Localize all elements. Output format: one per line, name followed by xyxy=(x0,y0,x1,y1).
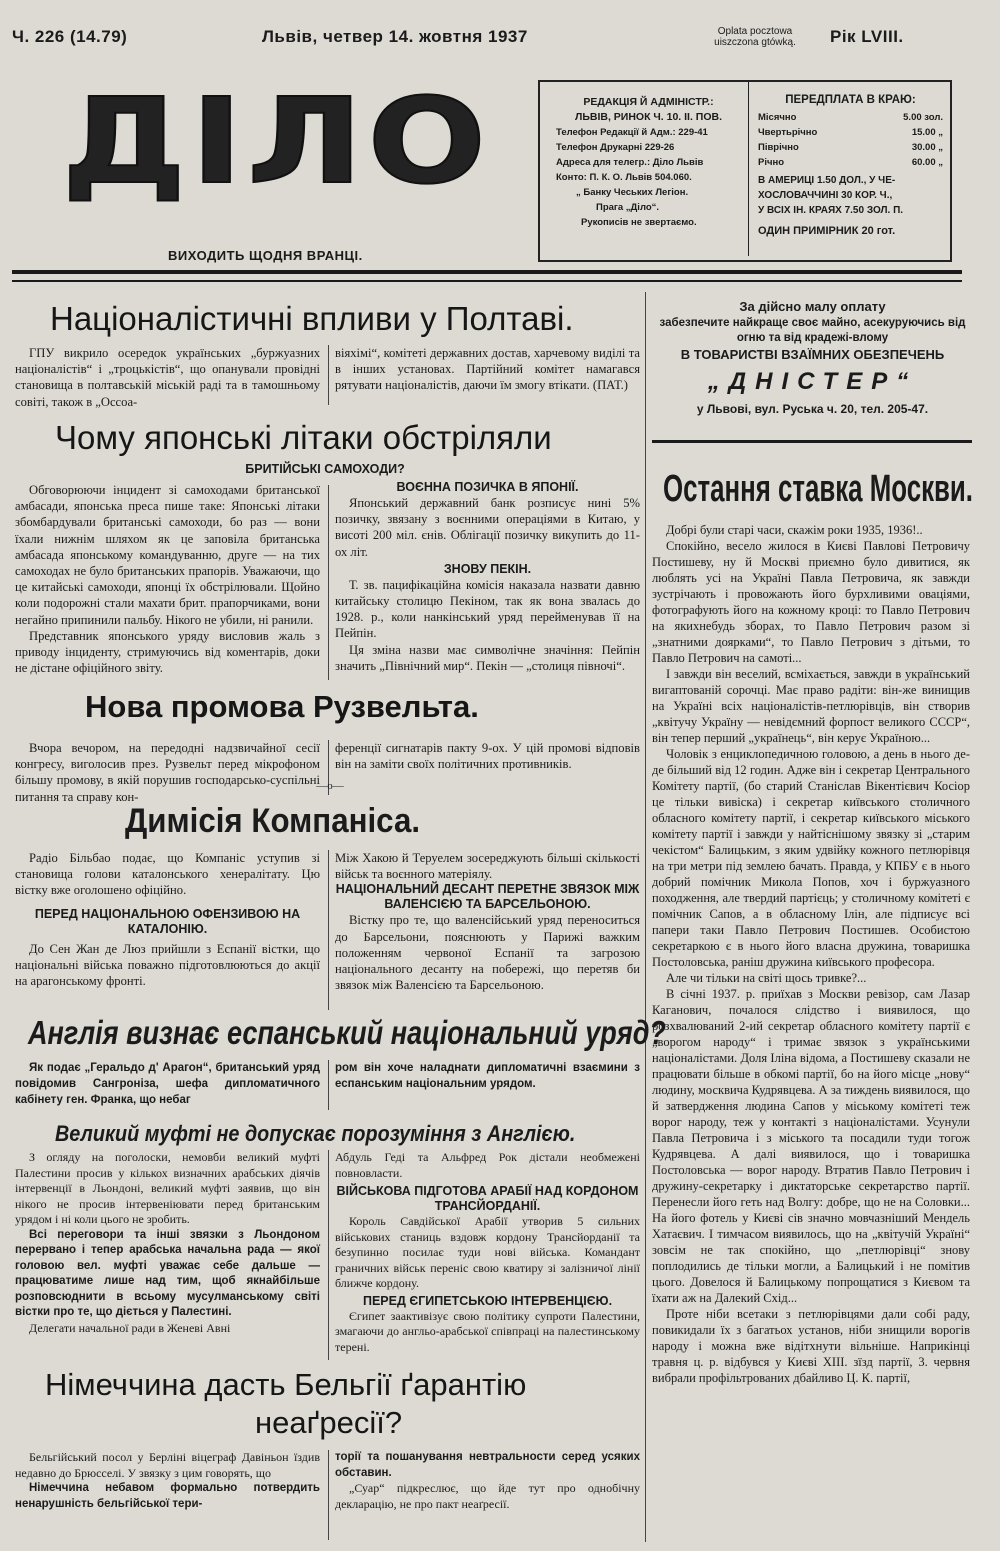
editorial-address: РЕДАКЦІЯ Й АДМІНІСТР.: ЛЬВІВ, РИНОК Ч. 10. II. ПОВ. Телефон Редакції й Адм.: 229-41 Телефон Друкарні 229-26 Адреса для телегр.: Діло Львів Конто: П. К. О. Львів 504.060. „ Банку Чеських Легіон. Прага „Діло“. Рукописів не звертаємо. xyxy=(556,96,723,228)
poltava-col1: ГПУ викрило осередок українських „буржуазних націоналістів“ і „троцькістів“, що опанували провідні становища в полтавській міській раді та в тамошньому совіті, також в „Оссоа- xyxy=(15,346,320,409)
japan-col1: Обговорюючи інцидент зі самоходами британської амбасади, японська преса пише таке: Японські літаки збомбардували британські самоходи, бо раз — вони їхали нижнім шляхом як це заповіла британська амбасада японському командуванню, друге — на тих самоходах не було британських прапорів. Уважаючи, що це китайські самоходи, японці їх обстрілювали. Щойно коли подорожні стали махати брит. прапорчиками, вони негайно припинили пальбу. Нікого не убили, ні ранили. Представник японського уряду висловив жаль з приводу інциденту, стримуючись від коментарів, доки не дістане офіційного звіту. xyxy=(15,483,320,676)
companys-col1: Радіо Більбао подає, що Компаніс уступив зі становища голови каталонського хенералітату. Цю вістку вже оголошено офіційно. ПЕРЕД НАЦІОНАЛЬНОЮ ОФЕНЗИВОЮ НА КАТАЛОНІЮ. До Сен Жан де Люз прийшли з Еспанії вістки, що національні війська поважно підготовлюються до акції на арагонському фронті. xyxy=(15,851,320,989)
masthead-subtitle: ВИХОДИТЬ ЩОДНЯ ВРАНЦІ. xyxy=(168,248,363,263)
postage-note: Oplata pocztowa uiszczona gtówką. xyxy=(714,26,796,48)
headline-moscow: Остання ставка Москви. xyxy=(663,468,973,510)
masthead-title: ДІЛО xyxy=(62,72,491,210)
headline-roosevelt: Нова промова Рузвельта. xyxy=(85,689,479,724)
newspaper-page: Ч. 226 (14.79) Львів, четвер 14. жовтня 1937 Oplata pocztowa uiszczona gtówką. Рік LVIII. ДІЛО ВИХОДИТЬ ЩОДНЯ ВРАНЦІ. РЕДАКЦІЯ Й АДМІНІСТР.: ЛЬВІВ, РИНОК Ч. 10. II. ПОВ. Телефон Редакції й Адм.: 229-41 Телефон Друкарні 229-26 Адреса для телегр.: Діло Львів Конто: П. К. О. Львів 504.060. „ Банку Чеських Легіон. Прага „Діло“. Рукописів не звертаємо. ПЕРЕДПЛАТА В КРАЮ: Місячно 5.00 зол. Чвертьрічно 15.00 „ Піврічно 30.00 „ Річно 60.00 „ В АМЕРИЦІ 1.50 ДОЛ., У ЧЕ- ХОСЛОВАЧЧИНІ 30 КОР. Ч., У ВСІХ ІН. КРАЯХ 7.50 ЗОЛ. П. ОДИН ПРИМІРНИК 20 гот. Націоналістичні впливи у Полтаві. ГПУ викрило осередок українських „буржуазних націоналістів“ і „троцькістів“, що опанували провідні становища в полтавській міській раді та в тамошньому совіті, також в „Оссоа- віяхімі“, комітеті державних достав, харчевому виділі та в інших установах. Партійний комітет намагався рятувати націоналістів, даючи їм змогу втікати. (ПАТ.) Чому японські літаки обстріляли БРИТІЙСЬКІ САМОХОДИ? Обговорюючи інцидент зі самоходами британської амбасади, японська преса пише таке: Японські літаки збомбардували британські самоходи, бо раз — вони їхали нижнім шляхом як це заповіла британська амбасада японському командуванню, друге — на тих самоходах не було британських прапорів. Уважаючи, що це китайські самоходи, японці їх обстрілювали. Щойно коли подорожні стали махати брит. прапорчиками, вони негайно припинили пальбу. Нікого не убили, ні ранили. Представник японського уряду висловив жаль з приводу інциденту, стримуючись від коментарів, доки не дістане офіційного звіту. ВОЄННА ПОЗИЧКА В ЯПОНІЇ. Японський державний банк розписує нині 5% позичку, звязану з воєнними операціями в Китаю, у висоті 200 міл. єнів. Облігації позичку викупить до 11-ох літ. ЗНОВУ ПЕКІН. Т. зв. пацифікаційна комісія наказала назвати давню китайську столицю Пекіном, так як вона звалась до 1928. р., коли нанкінський уряд перейменував її на Пейпін. Ця зміна назви має символічне значіння: Пейпін значить „Північний мир“. Пекін — „столиця півночі“. Нова промова Рузвельта. Вчора вечором, на передодні надзвичайної сесії конгресу, виголосив през. Рузвельт перед мікрофоном більшу промову, в якій порушив господарсько-суспільні питання та справу кон- ференції сигнатарів пакту 9-ох. У цій промові відповів він на заміти своїх політичних противників. —o— Димісія Компаніса. Радіо Більбао подає, що Компаніс уступив зі становища голови каталонського хенералітату. Цю вістку вже оголошено офіційно. ПЕРЕД НАЦІОНАЛЬНОЮ ОФЕНЗИВОЮ НА КАТАЛОНІЮ. До Сен Жан де Люз прийшли з Еспанії вістки, що національні війська поважно підготовлюються до акції на арагонському фронті. Між Хакою й Теруелем зосереджують більші скількості військ та воєнного матеріялу. НАЦІОНАЛЬНИЙ ДЕСАНТ ПЕРЕТНЕ ЗВЯЗОК МІЖ ВАЛЕНСІЄЮ ТА БАРСЕЛЬОНОЮ. Вістку про те, що валенсійський уряд переноситься до Барсельони, пояснюють у Парижі важким положенням червоної Еспанії та загрозою національного десанту на побережі, що перетяв би звязок між Валенсією та Барсельоною. Англія визнає еспанський національний уряд? Як подає „Геральдо д' Арагон“, британський уряд повідомив Сангроніза, шефа дипломатичного кабінету ген. Франка, що небаг ром він хоче наладнати дипломатичні взаємини з еспанським національним урядом. Великий муфті не допускає порозуміння з Англією. З огляду на поголоски, немовби великий муфті Палестини просив у кількох визначних арабських діячів інтервенції в Льондоні, великий муфті заявив, що він нікого не просив інтервеніювати перед британським урядом і ні коли цього не зробить. Всі переговори та інші звязки з Льондоном перервано і тепер арабська начальна рада — якої головою вел. муфті уважає себе дальше — працюватиме лише над тим, щоб якнайбільше розповсюднити в всьому мусулманському світі вістки про те, що діється у Палестині. Делегати начальної ради в Женеві Авні Абдуль Геді та Альфред Рок дістали необмежені повновласти. ВІЙСЬКОВА ПІДГОТОВА АРАБІЇ НАД КОРДОНОМ ТРАНСЙОРДАНІЇ. Король Савдійської Арабії утворив 5 сильних військових станиць вздовж кордону Трансйорданії та безупинно посилає туди нові війська. Командант граничних військ переніс свою кватиру зі залізничої лінії ближче кордону. ПЕРЕД ЄГИПЕТСЬКОЮ ІНТЕРВЕНЦІЄЮ. Єгипет заактивізує свою політику супроти Палестини, змагаючи до англьо-арабської співпраці на палестинському терені. Німеччина дасть Бельгії ґарантію неаґресії? Бельгійський посол у Берліні віцеграф Давіньон їздив недавно до Брюсселі. У звязку з цим говорять, що Німеччина небавом формально потвердить ненарушність бельгійської тери- торії та пошанування невтральности серед усяких обставин. „Суар“ підкреслює, що йде тут про однобічну декларацію, не про пакт неаґресії. За дійсно малу оплату забезпечите найкраще своє майно, асекуруючись від огню та від крадежі-влому В ТОВАРИСТВІ ВЗАЇМНИХ ОБЕЗПЕЧЕНЬ „ДНІСТЕР“ у Львові, вул. Руська ч. 20, тел. 205-47. Остання ставка Москви. Добрі були старі часи, скажім роки 1935, 1936!.. Спокійно, весело жилося в Києві Павлові Петровичу Постишеву, ну й Москві приємно було дивитися, як люблять усі на Україні Павла Петровича, як завжди зустрічають і провожають його бурхливими оваціями, фотографують його на кожному кроці: то Павло Петрович на якихнебудь зборах, то Павло Петрович разом зі „знатними доярками“, то Павло Петрович з дітьми, то Павло Петрович на самоті... І завжди він веселий, всміхається, завжди в український вигаптованій сорочці. Має право радіти: він-же винищив на Україні всіх націоналістів-петлюрівців, він створив „квітучу Україну — невідємний форпост великого СССР“, він тепер перший „українець“, він керує Україною... Чоловік з енциклопедичною головою, а день в нього де-де більший від 12 годин. Адже він і секретар Центрального Комітету партії, (бо старий Станіслав Вікентієвич Косіор це тільки вивіска) і секретар київського столичного обласного комітету партії, і секретар київського міського комітету партії і завжди у найтіснішому звязку зі „старим чекістом“ Балицьким, з яким удвійку кожного петлюрівця на три метри під землею бачать. Правда, у КПБУ є в нього добрий помічник Микола Попов, хоч і буржуазного походження, але твердий партієць; у столичному комітеті є помічник Сапов, а в обласному Ілін, але підписує всі папери таки Павло Петрович Постишев. Особистою секретаркою є в нього його власна дружина, товаришка Постоловська, раніш дружина київського професора. Але чи тільки на світі щось тривке?... В січні 1937. р. приїхав з Москви ревізор, сам Лазар Каганович, почалося слідство і виявилося, що розхвалюваний 2-ий секретар обласного комітету партії є „ворогом народу“ і тримає звязок з українськими націоналістами. Доля Іліна відома, а Постишеву сказали не працювати більше в обкомі партії, бо на його місце „нову“ людину, москвича Кудрявцева. А за тиждень виявилося, що й затвердження людина Сапов у міському комітеті теж ворог народу, теж у контакті з націоналістами. Усунули Павла Петровича і з міського та посадили туди тогож Кудрявцева. А далі виявилося, що і товаришка Постоловська — ворог народу. Втратив Павло Петрович і дружину-секретарку і диктаторське секретарство партії. Перенесли його геть над Волгу: добре, що не на Соловки... На його фотель у Києві сів значно мовчазніший Мендель Хатаєвич. І тимчасом виявилось, що на „квітучій Україні“ зовсім не так спокійно, що „петлюрівці“ знову поплодились де тільки могли, а Балицький і не помітив цього. Довелося й Балицькому попрощатися з Києвом та їхати аж на Далекий Схід... Проте ніби всетаки з петлюрівцями дали собі раду, повикидали їх з багатьох установ, ніби знищили ворогів народу і можна вже відітхнути вільніше. Наприкінці травня ц. р. відбувся у Києві XIII. зїзд партії, 3. червня вибрали профільтрованих дбайливо Ц. К. партії, xyxy=(0,0,1000,1551)
roosevelt-col1: Вчора вечором, на передодні надзвичайної сесії конгресу, виголосив през. Рузвельт перед мікрофоном більшу промову, в якій порушив господарсько-суспільні питання та справу кон- xyxy=(15,741,320,804)
mufti-col2: Абдуль Геді та Альфред Рок дістали необмежені повновласти. ВІЙСЬКОВА ПІДГОТОВА АРАБІЇ НАД КОРДОНОМ ТРАНСЙОРДАНІЇ. Король Савдійської Арабії утворив 5 сильних військових станиць вздовж кордону Трансйорданії та безупинно посилає туди нові війська. Командант граничних військ переніс свою кватиру зі залізничої лінії ближче кордону. ПЕРЕД ЄГИПЕТСЬКОЮ ІНТЕРВЕНЦІЄЮ. Єгипет заактивізує свою політику супроти Палестини, змагаючи до англьо-арабської співпраці на палестинському терені. xyxy=(335,1150,640,1354)
mufti-col1: З огляду на поголоски, немовби великий муфті Палестини просив у кількох визначних арабських діячів інтервенції в Льондоні, великий муфті заявив, що він нікого не просив інтервеніювати перед британським урядом і ні коли цього не зробить. Всі переговори та інші звязки з Льондоном перервано і тепер арабська начальна рада — якої головою вел. муфті уважає себе дальше — працюватиме лише над тим, щоб якнайбільше розповсюднити в всьому мусулманському світі вістки про те, що діється у Палестині. Делегати начальної ради в Женеві Авні xyxy=(15,1150,320,1335)
headline-companys: Димісія Компаніса. xyxy=(125,802,421,840)
headline-mufti: Великий муфті не допускає порозуміння з Англією. xyxy=(55,1121,576,1146)
headline-germany: Німеччина дасть Бельгії ґарантію xyxy=(45,1367,527,1402)
roosevelt-col2: ференції сигнатарів пакту 9-ох. У цій промові відповів він на заміти своїх політичних противників. xyxy=(335,741,640,772)
moscow-article: Добрі були старі часи, скажім роки 1935, 1936!.. Спокійно, весело жилося в Києві Павлові Петровичу Постишеву, ну й Москві приємно було дивитися, як люблять усі на Україні Павла Петровича, як завжди зустрічають і провожають його бурхливими оваціями, фотографують його на кожному кроці: то Павло Петрович на якихнебудь зборах, то Павло Петрович разом зі „знатними доярками“, то Павло Петрович з дітьми, то Павло Петрович на самоті... І завжди він веселий, всміхається, завжди в український вигаптованій сорочці. Має право радіти: він-же винищив на Україні всіх націоналістів-петлюрівців, він створив „квітучу Україну — невідємний форпост великого СССР“, він тепер перший „українець“, він керує Україною... Чоловік з енциклопедичною головою, а день в нього де-де більший від 12 годин. Адже він і секретар Центрального Комітету партії, (бо старий Станіслав Вікентієвич Косіор це тільки вивіска) і секретар київського столичного обласного комітету партії, і секретар київського міського комітету партії і завжди у найтіснішому звязку зі „старим чекістом“ Балицьким, з яким удвійку кожного петлюрівця на три метри під землею бачать. Правда, у КПБУ є в нього добрий помічник Микола Попов, хоч і буржуазного походження, але твердий партієць; у столичному комітеті є помічник Сапов, а в обласному Ілін, але підписує всі папери таки Павло Петрович Постишев. Особистою секретаркою є в нього його власна дружина, товаришка Постоловська, раніш дружина київського професора. Але чи тільки на світі щось тривке?... В січні 1937. р. приїхав з Москви ревізор, сам Лазар Каганович, почалося слідство і виявилося, що розхвалюваний 2-ий секретар обласного комітету партії є „ворогом народу“ і тримає звязок з українськими націоналістами. Доля Іліна відома, а Постишеву сказали не працювати більше в обкомі партії, бо на його місце „нову“ людину, москвича Кудрявцева. А за тиждень виявилося, що й затвердження людина Сапов у міському комітеті теж ворог народу, теж у контакті з націоналістами. Усунули Павла Петровича і з міського та посадили туди тогож Кудрявцева. А далі виявилося, що і товаришка Постоловська — ворог народу. Втратив Павло Петрович і дружину-секретарку і диктаторське секретарство партії. Перенесли його геть над Волгу: добре, що не на Соловки... На його фотель у Києві сів значно мовчазніший Мендель Хатаєвич. І тимчасом виявилось, що на „квітучій Україні“ зовсім не так спокійно, що „петлюрівці“ знову поплодились де тільки могли, а Балицький і не помітив цього. Довелося й Балицькому попрощатися з Києвом та їхати аж на Далекий Схід... Проте ніби всетаки з петлюрівцями дали собі раду, повикидали їх з багатьох установ, ніби знищили ворогів народу і можна вже відітхнути вільніше. Наприкінці травня ц. р. відбувся у Києві XIII. зїзд партії, 3. червня вибрали профільтрованих дбайливо Ц. К. партії, xyxy=(652,523,970,1385)
subscription-rates: ПЕРЕДПЛАТА В КРАЮ: Місячно 5.00 зол. Чвертьрічно 15.00 „ Піврічно 30.00 „ Річно 60.00 „ В АМЕРИЦІ 1.50 ДОЛ., У ЧЕ- ХОСЛОВАЧЧИНІ 30 КОР. Ч., У ВСІХ ІН. КРАЯХ 7.50 ЗОЛ. П. ОДИН ПРИМІРНИК 20 гот. xyxy=(758,94,943,237)
companys-col2: Між Хакою й Теруелем зосереджують більші скількості військ та воєнного матеріялу. НАЦІОНАЛЬНИЙ ДЕСАНТ ПЕРЕТНЕ ЗВЯЗОК МІЖ ВАЛЕНСІЄЮ ТА БАРСЕЛЬОНОЮ. Вістку про те, що валенсійський уряд переноситься до Барсельони, пояснюють у Парижі важким положенням червоної Еспанії та загрозою національного десанту на побережі, що перетяв би звязок між Валенсією та Барсельоною. xyxy=(335,851,640,993)
japan-col2: ВОЄННА ПОЗИЧКА В ЯПОНІЇ. Японський державний банк розписує нині 5% позичку, звязану з воєнними операціями в Китаю, у висоті 200 міл. єнів. Облігації позичку викупить до 11-ох літ. ЗНОВУ ПЕКІН. Т. зв. пацифікаційна комісія наказала назвати давню китайську столицю Пекіном, так як вона звалась до 1928. р., коли нанкінський уряд перейменував її на Пейпін. Ця зміна назви має символічне значіння: Пейпін значить „Північний мир“. Пекін — „столиця півночі“. xyxy=(335,480,640,673)
germany-col2: торії та пошанування невтральности серед усяких обставин. „Суар“ підкреслює, що йде тут про однобічну декларацію, не про пакт неаґресії. xyxy=(335,1451,640,1511)
dateline: Львів, четвер 14. жовтня 1937 xyxy=(262,27,528,46)
germany-col1: Бельгійський посол у Берліні віцеграф Давіньон їздив недавно до Брюсселі. У звязку з цим говорять, що Німеччина небавом формально потвердить ненарушність бельгійської тери- xyxy=(15,1450,320,1510)
poltava-col2: віяхімі“, комітеті державних достав, харчевому виділі та в інших установах. Партійний комітет намагався рятувати націоналістів, даючи їм змогу втікати. (ПАТ.) xyxy=(335,346,640,393)
headline-germany-2: неаґресії? xyxy=(255,1405,403,1440)
england-col2: ром він хоче наладнати дипломатичні взаємини з еспанським національним урядом. xyxy=(335,1062,640,1091)
headline-england: Англія визнає еспанський національний уряд? xyxy=(28,1014,666,1051)
headline-japan-sub: БРИТІЙСЬКІ САМОХОДИ? xyxy=(245,462,405,476)
year-volume: Рік LVIII. xyxy=(830,27,904,46)
headline-japan: Чому японські літаки обстріляли xyxy=(55,419,552,456)
issue-number: Ч. 226 (14.79) xyxy=(12,27,128,46)
headline-poltava: Націоналістичні впливи у Полтаві. xyxy=(50,300,574,337)
dnister-advert: За дійсно малу оплату забезпечите найкраще своє майно, асекуруючись від огню та від крадежі-влому В ТОВАРИСТВІ ВЗАЇМНИХ ОБЕЗПЕЧЕНЬ „ДНІСТЕР“ у Львові, вул. Руська ч. 20, тел. 205-47. xyxy=(659,299,966,416)
england-col1: Як подає „Геральдо д' Арагон“, британський уряд повідомив Сангроніза, шефа дипломатичного кабінету ген. Франка, що небаг xyxy=(15,1062,320,1107)
